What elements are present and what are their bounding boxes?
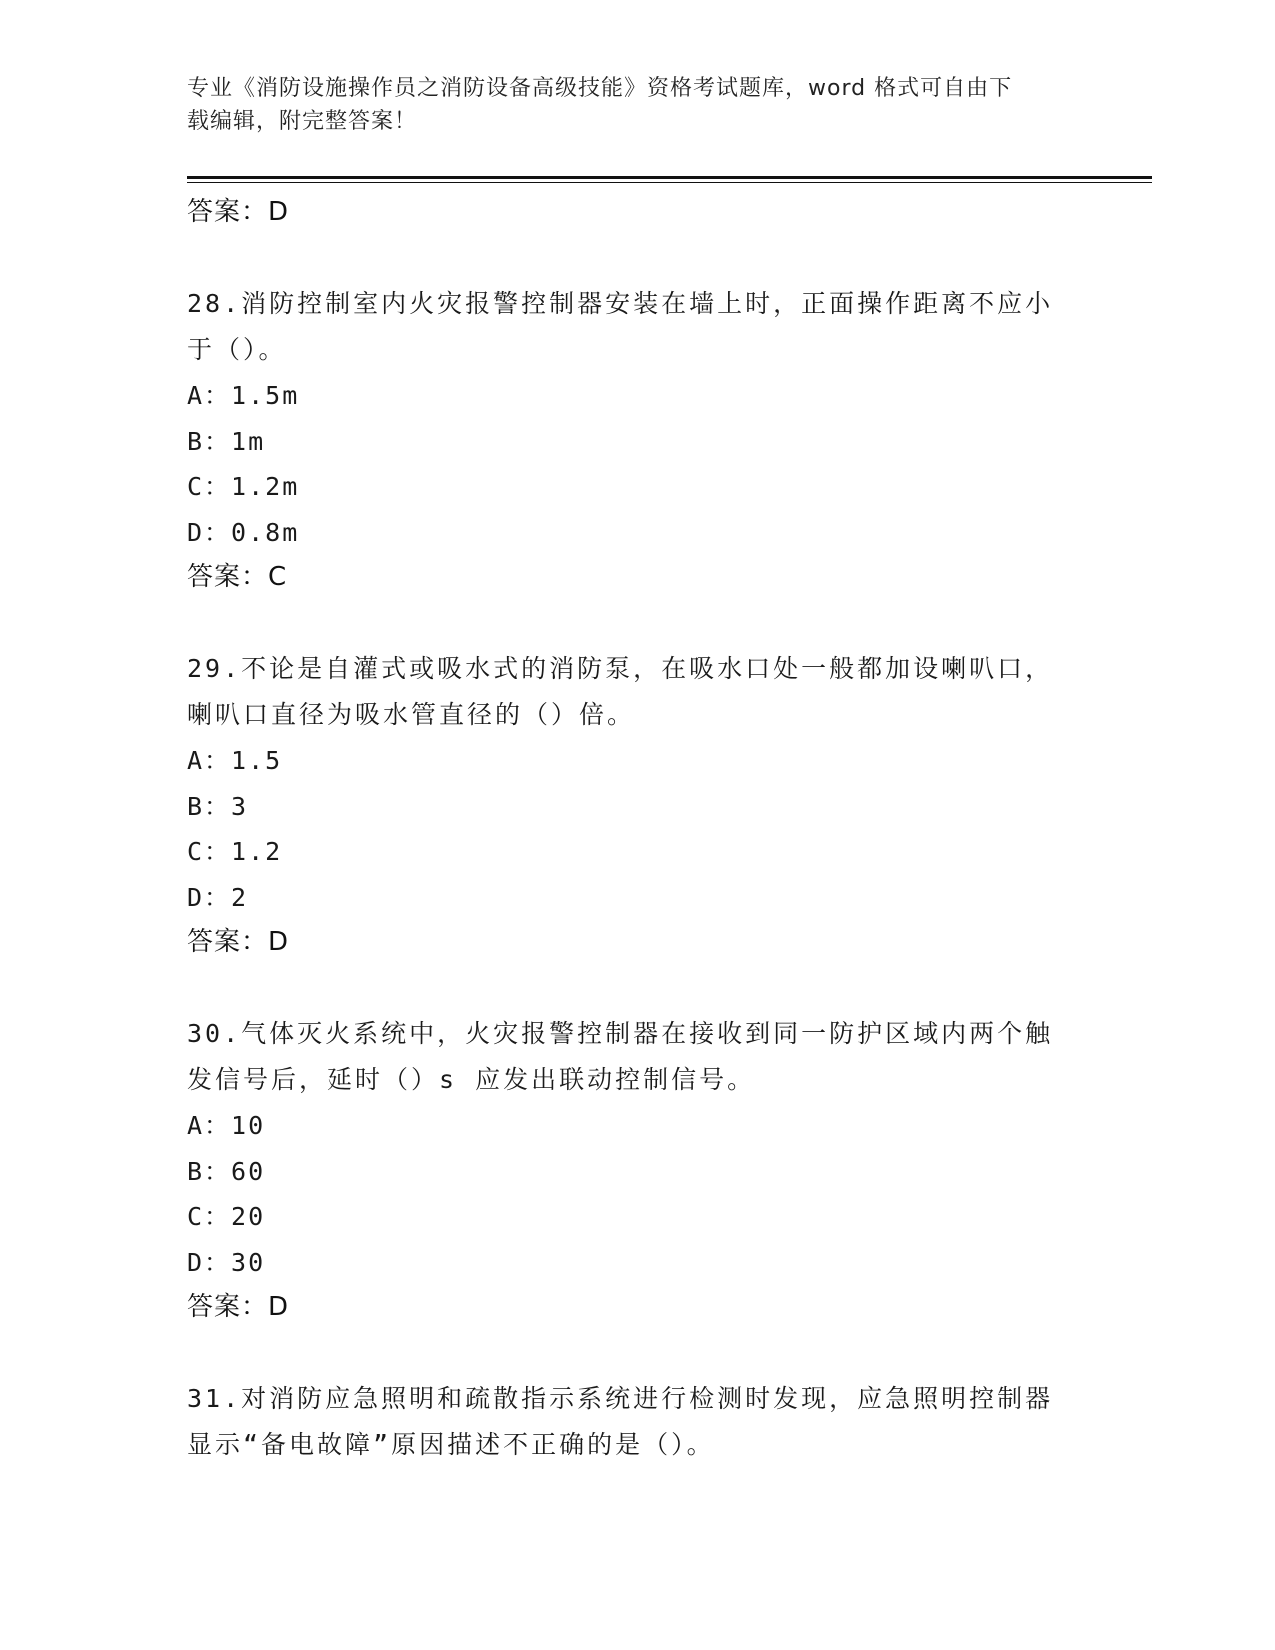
question-30 xyxy=(187,1011,1087,1330)
header-divider-thick xyxy=(187,176,1152,179)
answer-line: 答案：C xyxy=(187,562,288,592)
option-c: C：20 xyxy=(187,1202,266,1231)
question-line-2: 显示“备电故障”原因描述不正确的是（）。 xyxy=(187,1430,715,1459)
option-d: D：2 xyxy=(187,882,249,912)
spacer xyxy=(187,1330,1087,1376)
question-line-1: 28.消防控制室内火灾报警控制器安装在墙上时，正面操作距离不应小 xyxy=(187,289,1054,318)
header-line-1: 专业《消防设施操作员之消防设备高级技能》资格考试题库，word 格式可自由下 xyxy=(187,76,1013,101)
question-line-2: 发信号后，延时（）s 应发出联动控制信号。 xyxy=(187,1065,756,1094)
answer-line: 答案：D xyxy=(187,197,290,227)
question-text xyxy=(187,646,1087,738)
option-a: A：10 xyxy=(187,1111,266,1140)
answer-line: 答案：D xyxy=(187,927,290,957)
question-line-1: 30.气体灭火系统中，火灾报警控制器在接收到同一防护区域内两个触 xyxy=(187,1019,1054,1048)
question-text xyxy=(187,1011,1087,1103)
option-a: A：1.5m xyxy=(187,381,300,410)
option-b: B：3 xyxy=(187,791,249,821)
option-c: C：1.2m xyxy=(187,472,300,501)
question-line-2: 喇叭口直径为吸水管直径的（）倍。 xyxy=(187,700,636,729)
question-text xyxy=(187,281,1087,373)
option-d: D：0.8m xyxy=(187,517,300,547)
spacer xyxy=(187,965,1087,1011)
header-line-2: 载编辑，附完整答案！ xyxy=(187,109,418,134)
question-line-1: 29.不论是自灌式或吸水式的消防泵，在吸水口处一般都加设喇叭口， xyxy=(187,654,1054,683)
answer-line: 答案：D xyxy=(187,1292,290,1322)
header-divider-thin xyxy=(187,182,1152,183)
option-c: C：1.2 xyxy=(187,837,283,866)
question-line-2: 于（）。 xyxy=(187,335,287,364)
document-header xyxy=(187,72,1067,138)
spacer xyxy=(187,600,1087,646)
spacer xyxy=(187,235,1087,281)
option-b: B：60 xyxy=(187,1156,266,1186)
option-b: B：1m xyxy=(187,426,266,456)
question-29 xyxy=(187,646,1087,965)
question-text xyxy=(187,1376,1087,1468)
question-line-1: 31.对消防应急照明和疏散指示系统进行检测时发现，应急照明控制器 xyxy=(187,1384,1054,1413)
document-body xyxy=(187,190,1087,1468)
option-d: D：30 xyxy=(187,1247,266,1277)
question-28 xyxy=(187,281,1087,600)
question-31 xyxy=(187,1376,1087,1468)
option-a: A：1.5 xyxy=(187,746,283,775)
